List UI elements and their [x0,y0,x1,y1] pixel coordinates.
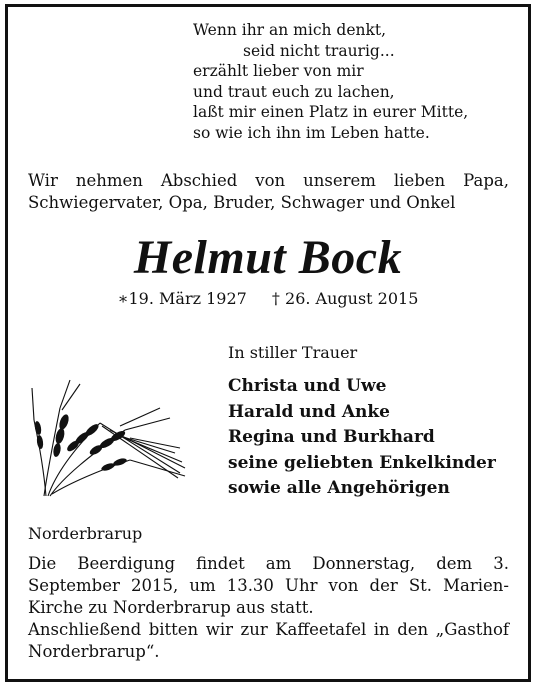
birth-date: ∗19. März 1927 [117,289,247,308]
farewell-intro: Wir nehmen Abschied von unserem lieben Papa, Schwiegervater, Opa, Bruder, Schwager und Onkel [28,171,509,212]
poem [193,20,468,143]
mourner-line: Christa und Uwe [228,376,387,396]
poem-line: seid nicht traurig... [243,41,395,60]
death-date: † 26. August 2015 [271,289,419,308]
poem-line: laßt mir einen Platz in eurer Mitte, [193,103,469,121]
poem-line: Wenn ihr an mich denkt, [193,21,387,39]
poem-line: und traut euch zu lachen, [193,82,395,101]
poem-line: erzählt lieber von mir [193,62,364,80]
poem-line: so wie ich ihn im Leben hatte. [193,123,430,142]
funeral-details: Die Beerdigung findet am Donnerstag, dem 3. September 2015, um 13.30 Uhr von der St. Marien-Kirche zu Norderbrarup aus statt. [28,554,509,617]
coffee-invitation: Anschließend bitten wir zur Kaffeetafel in den „Gasthof Norderbrarup“. [28,620,509,661]
mourner-line: Regina und Burkhard [228,427,435,447]
mourners-list [228,374,496,502]
life-dates [0,289,536,309]
mourning-label: In stiller Trauer [228,343,358,362]
funeral-notice [28,553,509,663]
mourner-line: seine geliebten Enkelkinder [228,452,496,473]
wheat-ears-icon [30,378,188,498]
mourner-line: Harald und Anke [228,401,390,422]
place-name: Norderbrarup [28,524,143,543]
deceased-name: Helmut Bock [133,231,403,284]
mourner-line: sowie alle Angehörigen [228,478,450,498]
